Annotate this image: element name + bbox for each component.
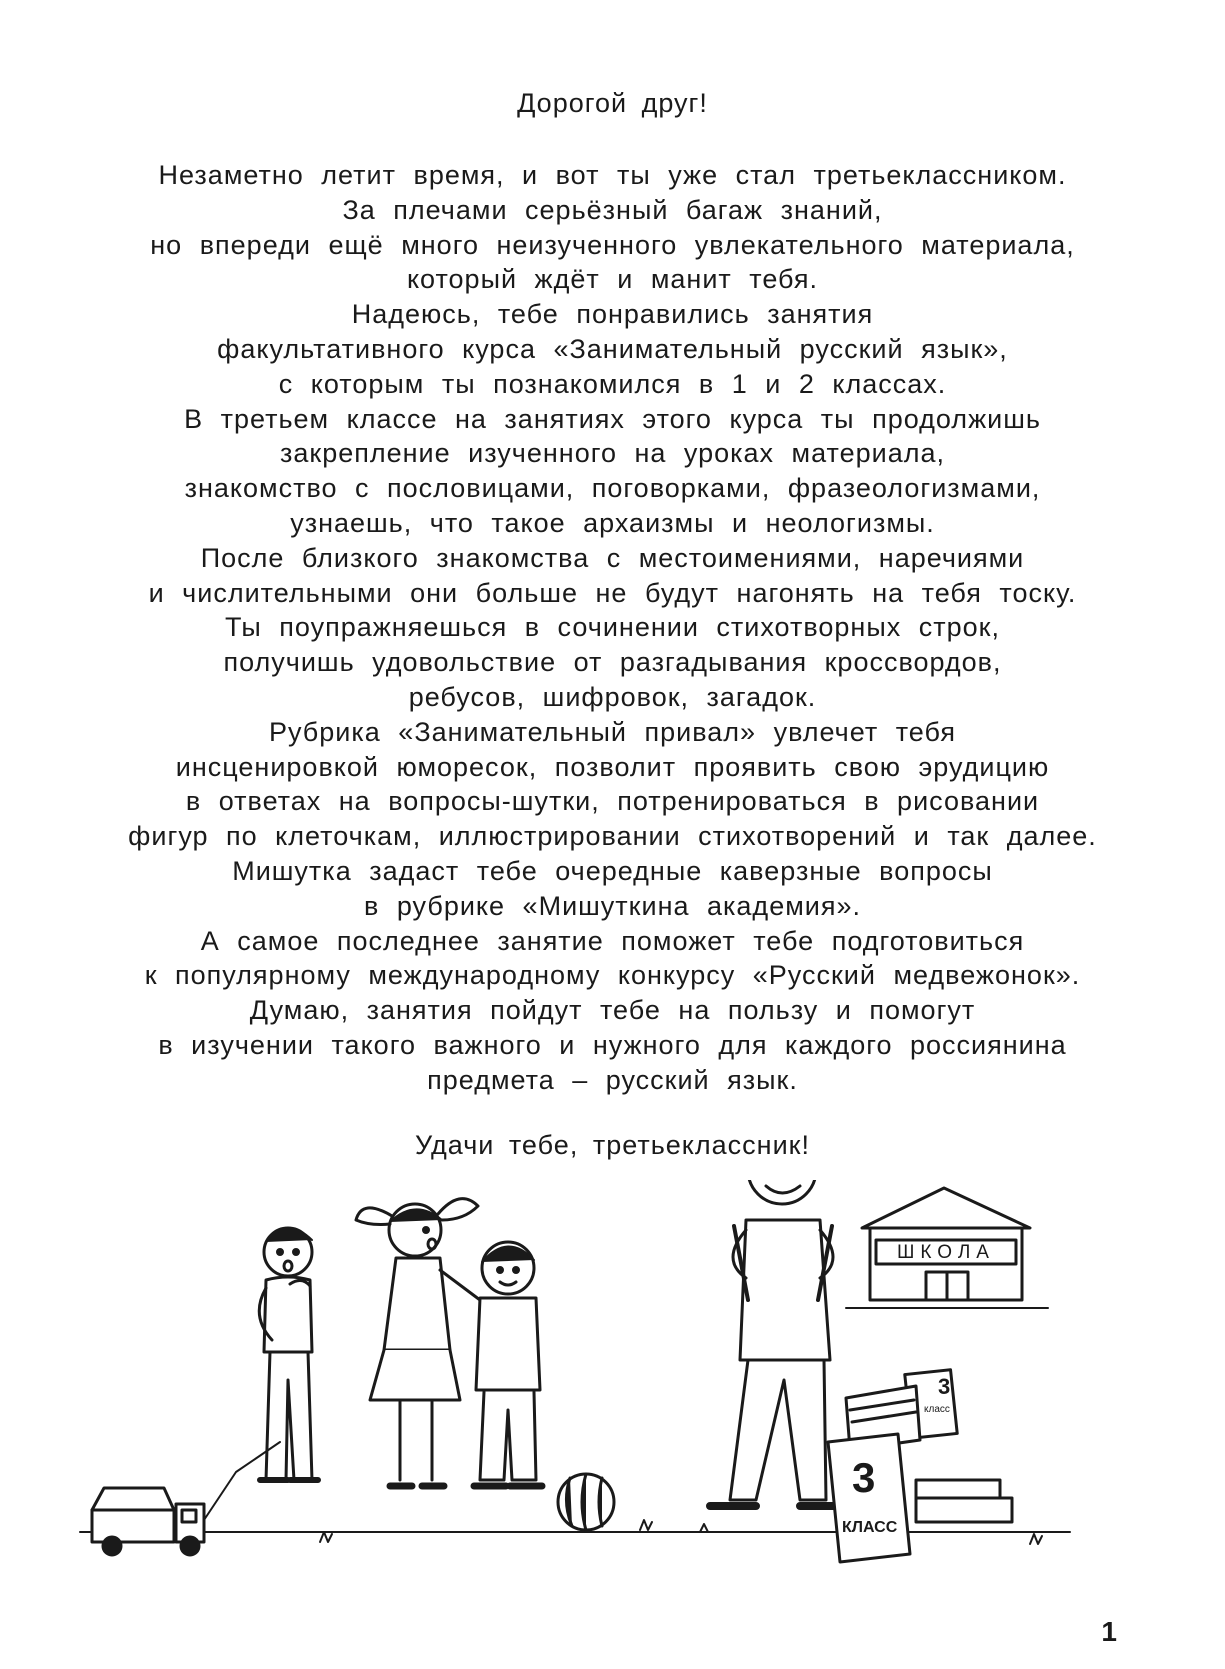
closing-line: Удачи тебе, третьеклассник!: [415, 1130, 810, 1160]
letter-line: ребусов, шифровок, загадок.: [408, 681, 817, 712]
letter-line: Думаю, занятия пойдут тебе на пользу и помогут: [249, 995, 976, 1026]
toy-truck: [92, 1442, 280, 1555]
letter-line: в изучении такого важного и нужного для каждого россиянина: [158, 1029, 1067, 1060]
boy-figure: [474, 1242, 542, 1486]
letter-line: с которым ты познакомился в 1 и 2 классах.: [278, 368, 947, 399]
greeting-heading: Дорогой друг!: [517, 88, 708, 118]
letter-line: получишь удовольствие от разгадывания кроссвордов,: [223, 647, 1002, 678]
letter-line: После близкого знакомства с местоимениями, наречиями: [200, 542, 1025, 573]
ball: [558, 1474, 614, 1530]
letter-body: [40, 158, 1185, 1098]
older-boy-with-backpack: [710, 1180, 846, 1506]
school-sign-text: ШКОЛА: [897, 1242, 995, 1263]
letter-line: закрепление изученного на уроках материала,: [279, 438, 946, 469]
small-book-number: 3: [938, 1374, 951, 1399]
letter-line: фигур по клеточкам, иллюстрировании стихотворений и так далее.: [128, 821, 1097, 852]
letter-line: к популярному международному конкурсу «Русский медвежонок».: [144, 960, 1081, 991]
letter-line: но впереди ещё много неизученного увлекательного материала,: [150, 229, 1075, 260]
letter-line: Незаметно летит время, и вот ты уже стал третьеклассником.: [158, 160, 1067, 190]
letter-line: и числительными они больше не будут нагонять на тебя тоску.: [148, 577, 1077, 608]
letter-line: В третьем классе на занятиях этого курса ты продолжишь: [184, 403, 1041, 434]
letter-line: предмета – русский язык.: [427, 1064, 798, 1095]
letter-line: А самое последнее занятие поможет тебе подготовиться: [200, 925, 1025, 956]
letter-line: который ждёт и манит тебя.: [406, 264, 819, 295]
letter-line: узнаешь, что такое архаизмы и неологизмы.: [290, 507, 935, 538]
letter-line: факультативного курса «Занимательный русский язык»,: [217, 333, 1008, 364]
big-book-class-label: КЛАСС: [842, 1519, 898, 1536]
letter-line: знакомство с пословицами, поговорками, фразеологизмами,: [184, 473, 1041, 504]
children-school-illustration: [40, 1180, 1190, 1580]
small-book-class-label: класс: [924, 1404, 950, 1415]
big-book-number: 3: [852, 1454, 876, 1501]
small-boy-figure: [259, 1228, 318, 1480]
letter-line: в рубрике «Мишуткина академия».: [364, 890, 861, 921]
letter-line: Рубрика «Занимательный привал» увлечет тебя: [269, 716, 956, 747]
letter-line: Мишутка задаст тебе очередные каверзные вопросы: [232, 855, 993, 886]
girl-figure: [356, 1199, 480, 1486]
letter-line: Ты поупражняешься в сочинении стихотворных строк,: [225, 612, 1000, 643]
school-building: [846, 1188, 1048, 1308]
page-number: 1: [1101, 1616, 1117, 1647]
letter-line: инсценировкой юморесок, позволит проявить свою эрудицию: [175, 751, 1050, 782]
letter-line: в ответах на вопросы-шутки, потренироваться в рисовании: [185, 786, 1040, 817]
letter-line: За плечами серьёзный багаж знаний,: [342, 194, 883, 225]
book-stack: [828, 1370, 1012, 1562]
letter-line: Надеюсь, тебе понравились занятия: [351, 299, 874, 330]
